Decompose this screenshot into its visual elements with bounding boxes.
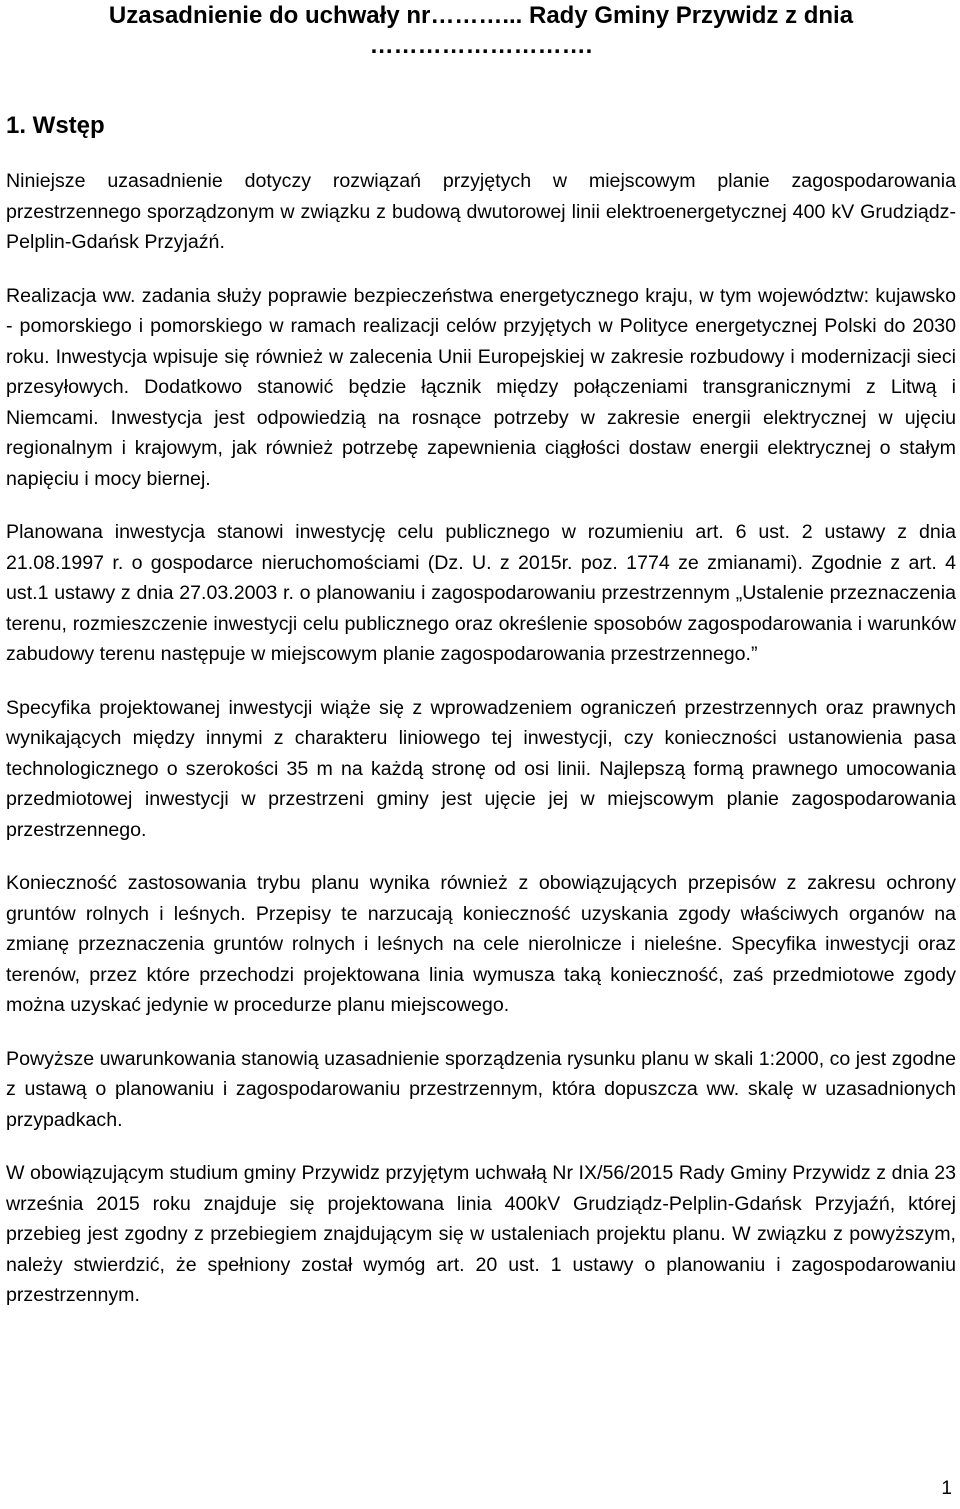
title-line-2: ………………………. — [369, 32, 593, 59]
title-line-1: Uzasadnienie do uchwały nr………... Rady Gminy Przywidz z dnia — [108, 2, 854, 29]
page-number: 1 — [941, 1478, 952, 1499]
paragraph: Powyższe uwarunkowania stanowią uzasadnienie sporządzenia rysunku planu w skali 1:2000, co jest zgodne z ustawą o planowaniu i zagospodarowaniu przestrzennym, która dopuszcza ww. skalę w uzasadnionych przypadkach. — [6, 1047, 956, 1131]
document-title — [6, 0, 956, 61]
paragraph: Niniejsze uzasadnienie dotyczy rozwiązań przyjętych w miejscowym planie zagospodarowania przestrzennego sporządzonym w związku z budową dwutorowej linii elektroenergetycznej 400 kV Grudziądz-Pelplin-Gdańsk Przyjaźń. — [6, 170, 956, 253]
paragraph: Planowana inwestycja stanowi inwestycję celu publicznego w rozumieniu art. 6 ust. 2 ustawy z dnia 21.08.1997 r. o gospodarce nieruchomościami (Dz. U. z 2015r. poz. 1774 ze zmianami). Zgodnie z art. 4 ust.1 ustawy z dnia 27.03.2003 r. o planowaniu i zagospodarowaniu przestrzennym „Ustalenie przeznaczenia terenu, rozmieszczenie inwestycji celu publicznego oraz określenie sposobów zagospodarowania i warunków zabudowy terenu następuje w miejscowym planie zagospodarowania przestrzennego.” — [6, 521, 956, 665]
paragraph: Realizacja ww. zadania służy poprawie bezpieczeństwa energetycznego kraju, w tym województw: kujawsko - pomorskiego i pomorskiego w ramach realizacji celów przyjętych w Polityce energetycznej Polski do 2030 roku. Inwestycja wpisuje się również w zalecenia Unii Europejskiej w zakresie rozbudowy i modernizacji sieci przesyłowych. Dodatkowo stanowić będzie łącznik między połączeniami transgranicznymi z Litwą i Niemcami. Inwestycja jest odpowiedzią na rosnące potrzeby w zakresie energii elektrycznej w ujęciu regionalnym i krajowym, jak również potrzebę zapewnienia ciągłości dostaw energii elektrycznej o stałym napięciu i mocy biernej. — [6, 284, 956, 490]
section-heading: 1. Wstęp — [6, 112, 105, 139]
document-page — [6, 0, 956, 1334]
paragraph: Specyfika projektowanej inwestycji wiąże się z wprowadzeniem ograniczeń przestrzennych oraz prawnych wynikających między innymi z charakteru liniowego tej inwestycji, czy konieczności ustanowienia pasa technologicznego o szerokości 35 m na każdą stronę od osi linii. Najlepszą formą prawnego umocowania przedmiotowej inwestycji w przestrzeni gminy jest ujęcie jej w miejscowym planie zagospodarowania przestrzennego. — [6, 696, 956, 841]
paragraph: W obowiązującym studium gminy Przywidz przyjętym uchwałą Nr IX/56/2015 Rady Gminy Przywidz z dnia 23 września 2015 roku znajduje się projektowana linia 400kV Grudziądz-Pelplin-Gdańsk Przyjaźń, której przebieg jest zgodny z przebiegiem znajdującym się w ustaleniach projektu planu. W związku z powyższym, należy stwierdzić, że spełniony został wymóg art. 20 ust. 1 ustawy o planowaniu i zagospodarowaniu przestrzennym. — [6, 1162, 956, 1306]
document-body — [6, 166, 956, 1311]
paragraph: Konieczność zastosowania trybu planu wynika również z obowiązujących przepisów z zakresu ochrony gruntów rolnych i leśnych. Przepisy te narzucają konieczność uzyskania zgody właściwych organów na zmianę przeznaczenia gruntów rolnych i leśnych na cele nierolnicze i nieleśne. Specyfika inwestycji oraz terenów, przez które przechodzi projektowana linia wymusza taką konieczność, zaś przedmiotowe zgody można uzyskać jedynie w procedurze planu miejscowego. — [6, 872, 956, 1016]
